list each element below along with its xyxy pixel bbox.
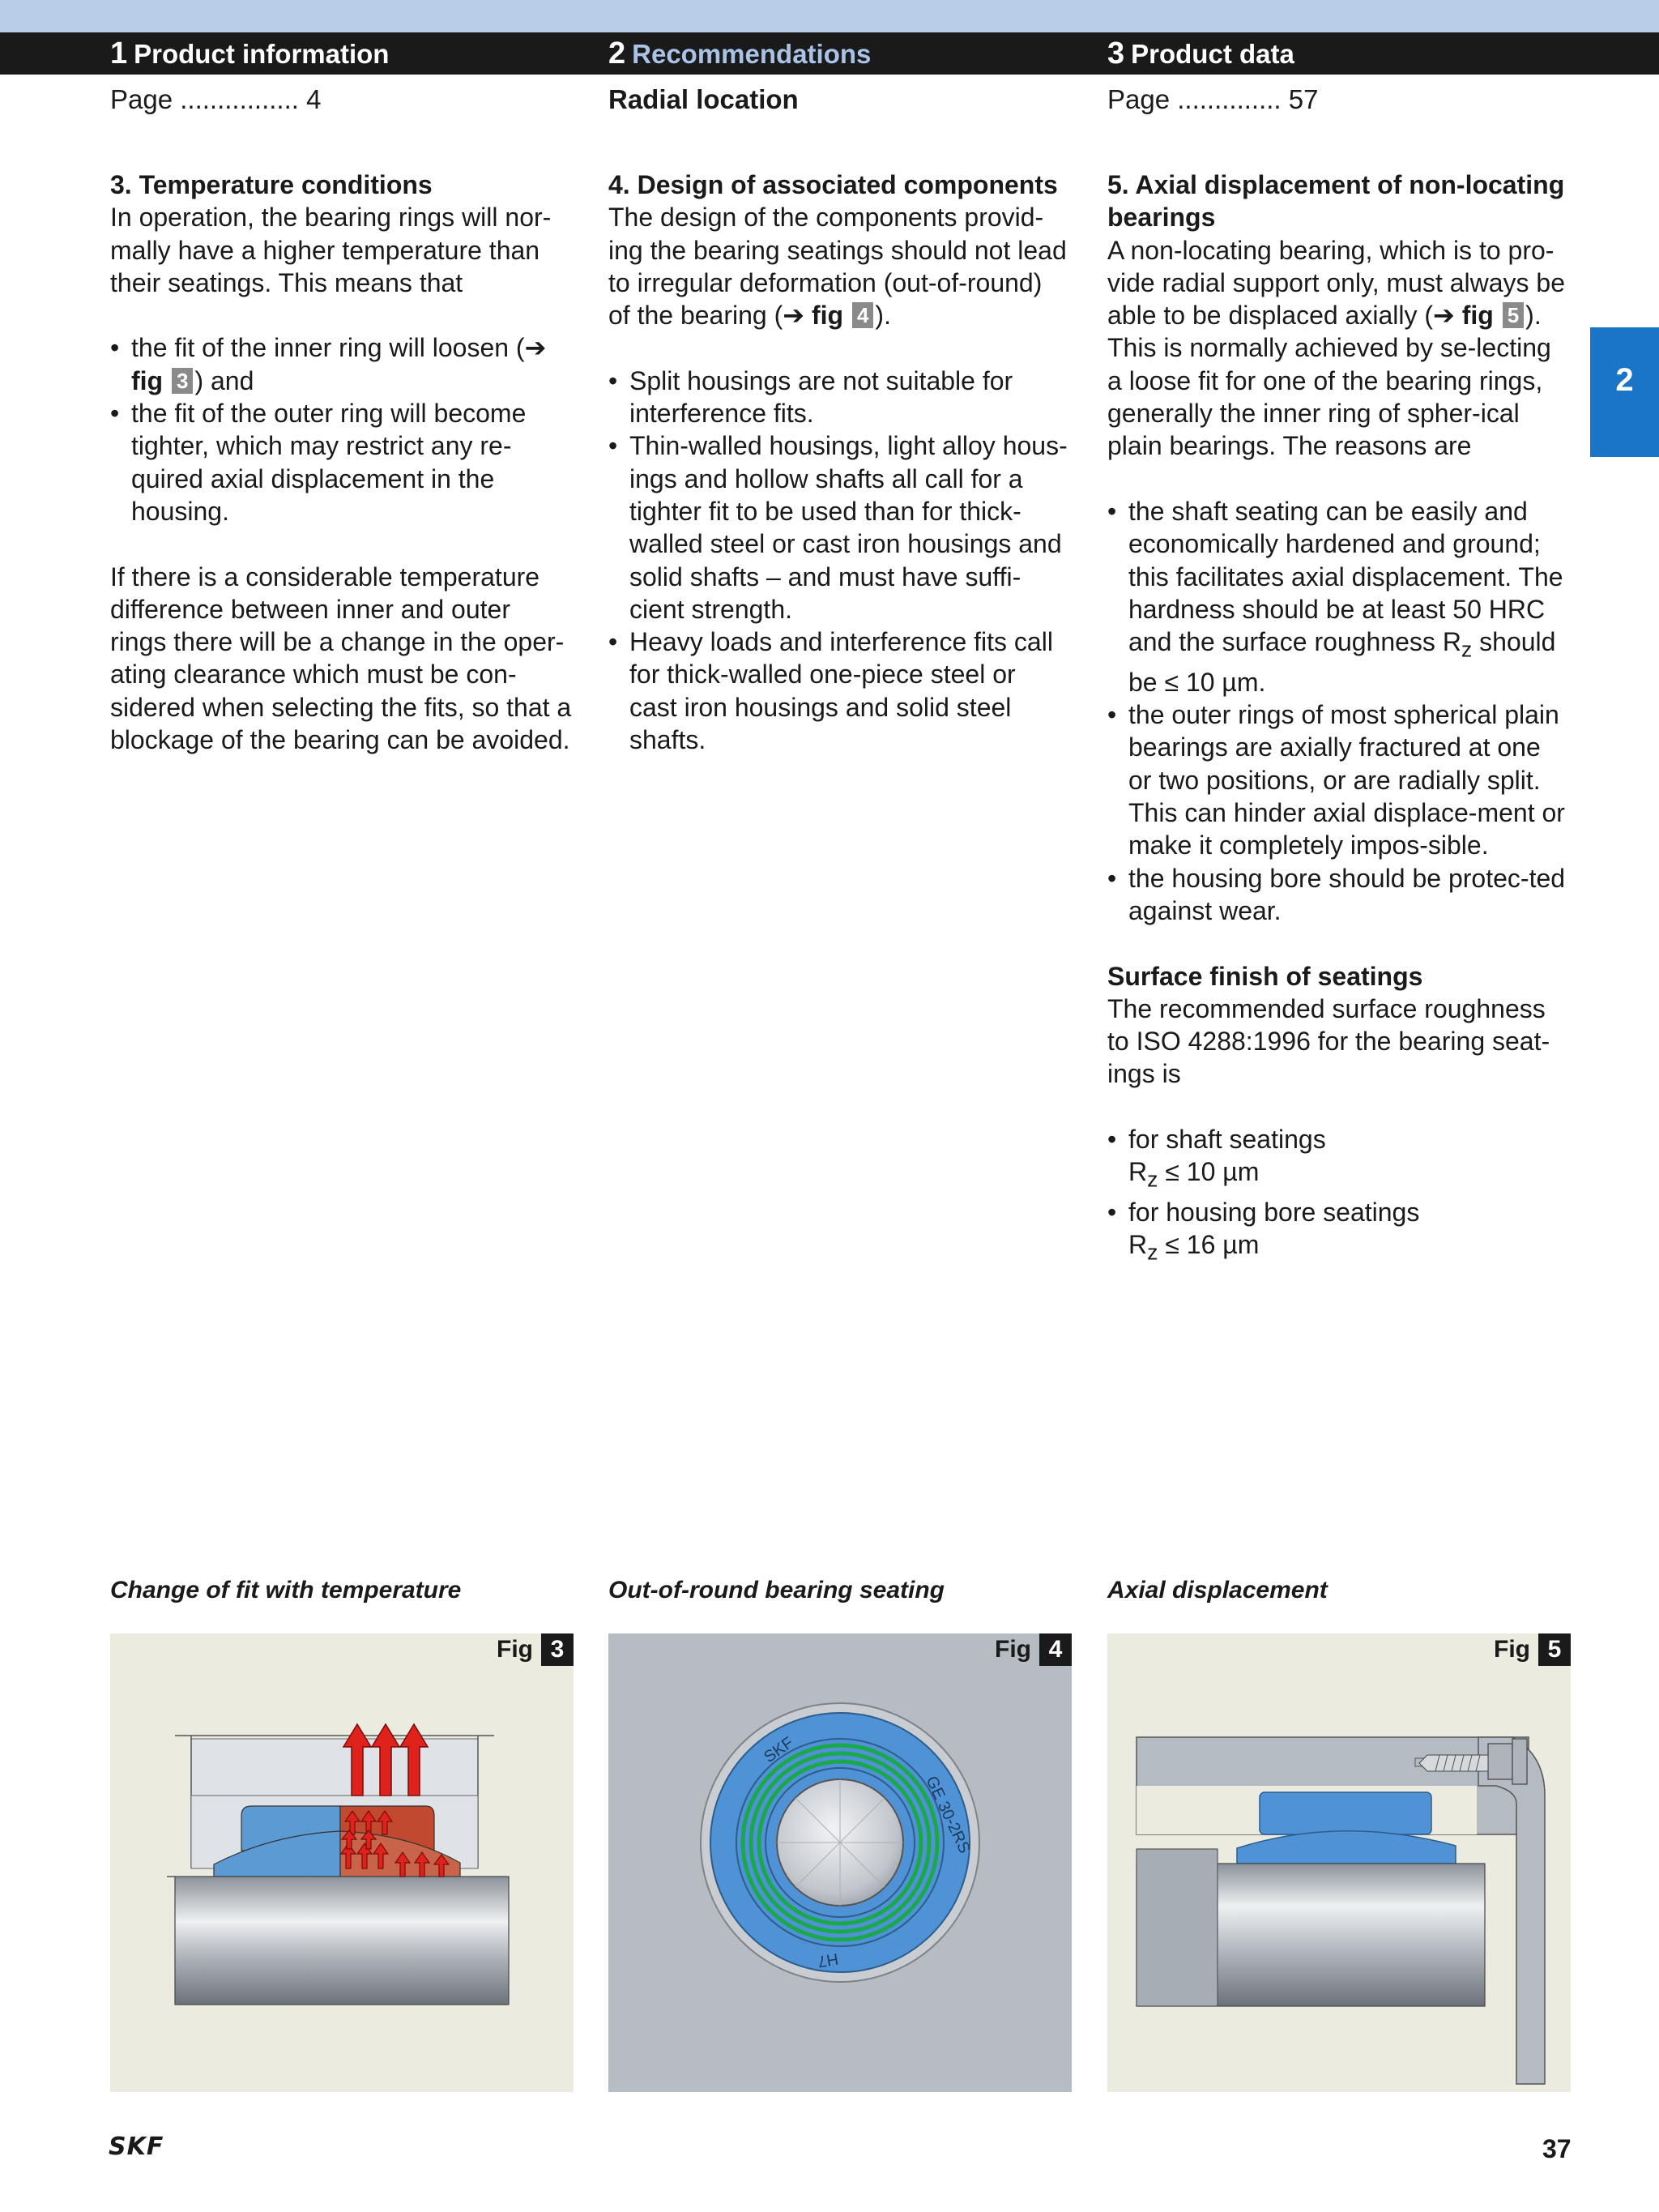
paragraph: If there is a considerable temperature difference between inner and outer rings there will be a change in the oper-ating clearance which must be con-sidered when selecting the fits, so that a blockage of the bearing can be avoided. xyxy=(110,562,572,755)
svg-text:SKF: SKF xyxy=(109,2133,164,2160)
subsection-title: Radial location xyxy=(608,84,799,114)
list-item: • for shaft seatings $R_z \le 10$ µm xyxy=(1107,1123,1569,1196)
list-item: • for housing bore seatings $R_z \le 16$ µm xyxy=(1107,1196,1569,1269)
section-tab-product-data[interactable]: 3 Product data xyxy=(1107,36,1294,70)
paragraph: The design of the components provid-ing the bearing seatings should not lead to irregular deformation (out-of-round) of the bearing (➔ fig 4 ). xyxy=(608,203,1067,331)
figure-5-axial-displacement xyxy=(1107,1633,1571,2092)
fit-temperature-illustration xyxy=(110,1633,574,2092)
figure-number-badge[interactable]: 5 xyxy=(1503,302,1524,328)
heading-design-associated-components: 4. Design of associated components xyxy=(608,170,1058,199)
page-ref-product-information[interactable]: Page ................ 4 xyxy=(110,84,322,114)
bullet-list xyxy=(608,365,1070,757)
figure-label: Fig 3 xyxy=(497,1633,574,1666)
ring-marking-tolerance: H7 xyxy=(816,1949,840,1971)
axial-displacement-illustration xyxy=(1107,1633,1571,2092)
figure-label: Fig 5 xyxy=(1494,1633,1571,1666)
figure-caption: Change of fit with temperature xyxy=(110,1577,462,1603)
column-axial-displacement xyxy=(1107,169,1569,1269)
top-color-band xyxy=(0,0,1659,32)
bullet-list xyxy=(110,331,572,527)
list-item: • the outer rings of most spherical plain bearings are axially fractured at one or two positions, or are radially split. This can hinder axial displace-ment or make it completely impos-sible. xyxy=(1107,698,1569,861)
list-item: • the fit of the outer ring will become tighter, which may restrict any re-quired axial displacement in the housing. xyxy=(110,397,572,527)
figure-4-out-of-round xyxy=(608,1633,1072,2092)
skf-logo-mark xyxy=(109,2133,190,2160)
ring-marking-brand: SKF xyxy=(761,1733,797,1767)
figure-link[interactable]: ➔ fig xyxy=(1433,301,1494,331)
paragraph: In operation, the bearing rings will nor-mally have a higher temperature than their seatings. This means that xyxy=(110,203,552,297)
page-ref-product-data[interactable]: Page .............. 57 xyxy=(1107,84,1319,114)
heading-axial-displacement: 5. Axial displacement of non-locating bearings xyxy=(1107,170,1565,233)
ring-marking-designation: GE 30-2RS xyxy=(922,1773,974,1856)
column-temperature-conditions xyxy=(110,169,572,756)
list-item: • the shaft seating can be easily and economically hardened and ground; this facilitates axial displacement. The hardness should be at least 50 HRC and the surface roughness $R_z$ should be ≤ 10 µm. xyxy=(1107,495,1569,698)
figure-caption: Axial displacement xyxy=(1107,1577,1328,1603)
list-item: • the housing bore should be protec-ted against wear. xyxy=(1107,862,1569,928)
heading-surface-finish: Surface finish of seatings xyxy=(1107,961,1423,991)
bullet-list xyxy=(1107,1123,1569,1269)
figure-3-change-of-fit xyxy=(110,1633,574,2092)
paragraph: A non-locating bearing, which is to pro-vide radial support only, must always be able to be displaced axially (➔ fig 5 ). This is normally achieved by se-lecting a loose fit for one of the bearing rings, generally the inner ring of spher-ical plain bearings. The reasons are xyxy=(1107,235,1566,461)
figure-link[interactable]: ➔ fig xyxy=(783,301,844,331)
list-item: • the fit of the inner ring will loosen (➔ fig 3 ) and xyxy=(110,331,572,397)
skf-logo xyxy=(109,2133,190,2164)
list-item: • Split housings are not suitable for interference fits. xyxy=(608,365,1070,430)
column-design-components xyxy=(608,169,1070,756)
list-item: • Thin-walled housings, light alloy hous-ings and hollow shafts all call for a tighter fit to be used than for thick-walled steel or cast iron housings and solid shafts – and must have suffi-cient strength. xyxy=(608,429,1070,626)
heading-temperature-conditions: 3. Temperature conditions xyxy=(110,170,433,199)
figure-number-badge[interactable]: 3 xyxy=(172,368,193,394)
page-number: 37 xyxy=(1542,2134,1572,2163)
out-of-round-bearing-illustration xyxy=(608,1633,1072,2092)
figure-caption: Out-of-round bearing seating xyxy=(608,1577,945,1603)
section-tab-product-information[interactable]: 1 Product information xyxy=(110,36,390,70)
list-item: • Heavy loads and interference fits call for thick-walled one-piece steel or cast iron housings and solid steel shafts. xyxy=(608,626,1070,756)
figure-link[interactable]: ➔ fig xyxy=(131,333,547,395)
chapter-side-tab[interactable]: 2 xyxy=(1590,327,1659,457)
bullet-list xyxy=(1107,495,1569,927)
section-tab-recommendations[interactable]: 2 Recommendations xyxy=(608,36,872,70)
paragraph: The recommended surface roughness to ISO 4288:1996 for the bearing seat-ings is xyxy=(1107,993,1550,1089)
figure-label: Fig 4 xyxy=(995,1633,1072,1666)
figure-number-badge[interactable]: 4 xyxy=(852,302,873,328)
